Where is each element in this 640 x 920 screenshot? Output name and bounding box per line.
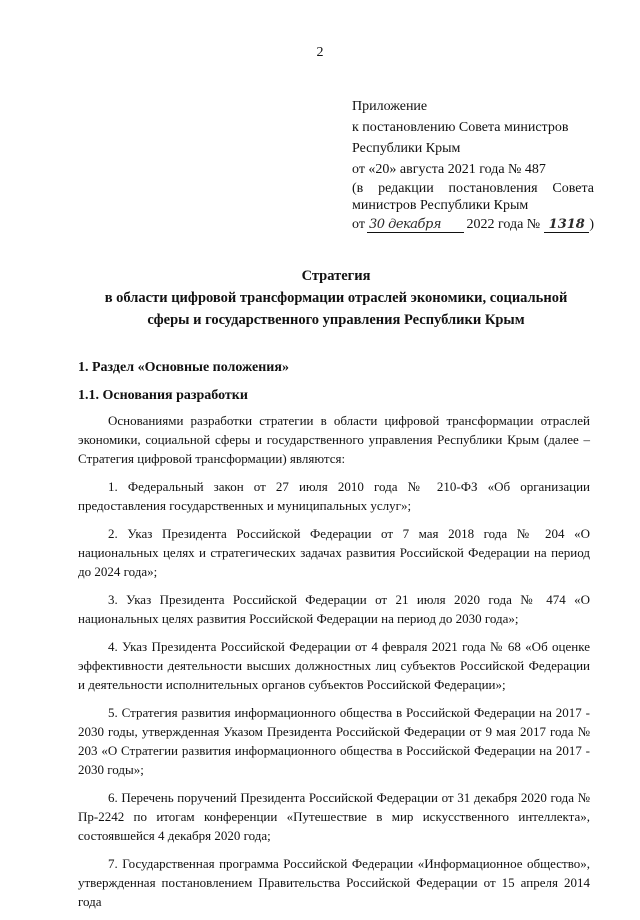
- list-item: 2. Указ Президента Российской Федерации от 7 мая 2018 года № 204 «О национальных целях и стратегических задачах развития Российской Федерации на период до 2024 года»;: [78, 526, 590, 579]
- page-number: 2: [316, 45, 324, 60]
- appendix-line-2: к постановлению Совета министров: [352, 120, 569, 135]
- subsection-heading: 1.1. Основания разработки: [78, 388, 248, 403]
- title-line-3: сферы и государственного управления Республики Крым: [147, 312, 525, 328]
- amendment-from-prefix: от: [352, 217, 365, 232]
- appendix-line-4: от «20» августа 2021 года № 487: [352, 162, 546, 177]
- appendix-line-3: Республики Крым: [352, 141, 461, 156]
- intro-paragraph: Основаниями разработки стратегии в области цифровой трансформации отраслей экономики, социальной сферы и государственного управления Республики Крым (далее – Стратегия цифровой трансформации) являются:: [78, 413, 590, 466]
- title-line-2: в области цифровой трансформации отраслей экономики, социальной: [104, 290, 568, 306]
- appendix-line-1: Приложение: [352, 99, 428, 114]
- section-heading: 1. Раздел «Основные положения»: [78, 360, 289, 375]
- list-item: 5. Стратегия развития информационного общества в Российской Федерации на 2017 - 2030 годы, утвержденная Указом Президента Российской Федерации от 9 мая 2017 года № 203 «О Стратегии развития информационного общества в Российской Федерации на 2017 - 2030 годы»;: [78, 705, 590, 777]
- appendix-block: [352, 96, 594, 235]
- title-line-1: Стратегия: [301, 268, 371, 284]
- document-body: [78, 358, 590, 920]
- amendment-line: [352, 214, 594, 235]
- closing-paren: ): [589, 217, 594, 232]
- list-item: 1. Федеральный закон от 27 июля 2010 года № 210-ФЗ «Об организации предоставления государственных и муниципальных услуг»;: [78, 479, 590, 513]
- handwritten-date: 30 декабря: [367, 218, 465, 233]
- appendix-edition-note: (в редакции постановления Совета министров Республики Крым: [352, 181, 594, 213]
- list-item: 4. Указ Президента Российской Федерации от 4 февраля 2021 года № 68 «Об оценке эффективности деятельности высших должностных лиц субъектов Российской Федерации и деятельности исполнительных органов субъектов Российской Федерации»;: [78, 639, 590, 692]
- list-item: 6. Перечень поручений Президента Российской Федерации от 31 декабря 2020 года № Пр-2242 по итогам конференции «Путешествие в мир искусственного интеллекта», состоявшейся 4 декабря 2020 года;: [78, 790, 590, 843]
- amendment-year-text: 2022 года №: [466, 217, 541, 232]
- document-title: [60, 265, 612, 331]
- list-item: 3. Указ Президента Российской Федерации от 21 июля 2020 года № 474 «О национальных целях развития Российской Федерации на период до 2030 года»;: [78, 592, 590, 626]
- list-item: 7. Государственная программа Российской Федерации «Информационное общество», утвержденная постановлением Правительства Российской Федерации от 15 апреля 2014 года: [78, 856, 590, 909]
- handwritten-number: 1318: [544, 218, 589, 233]
